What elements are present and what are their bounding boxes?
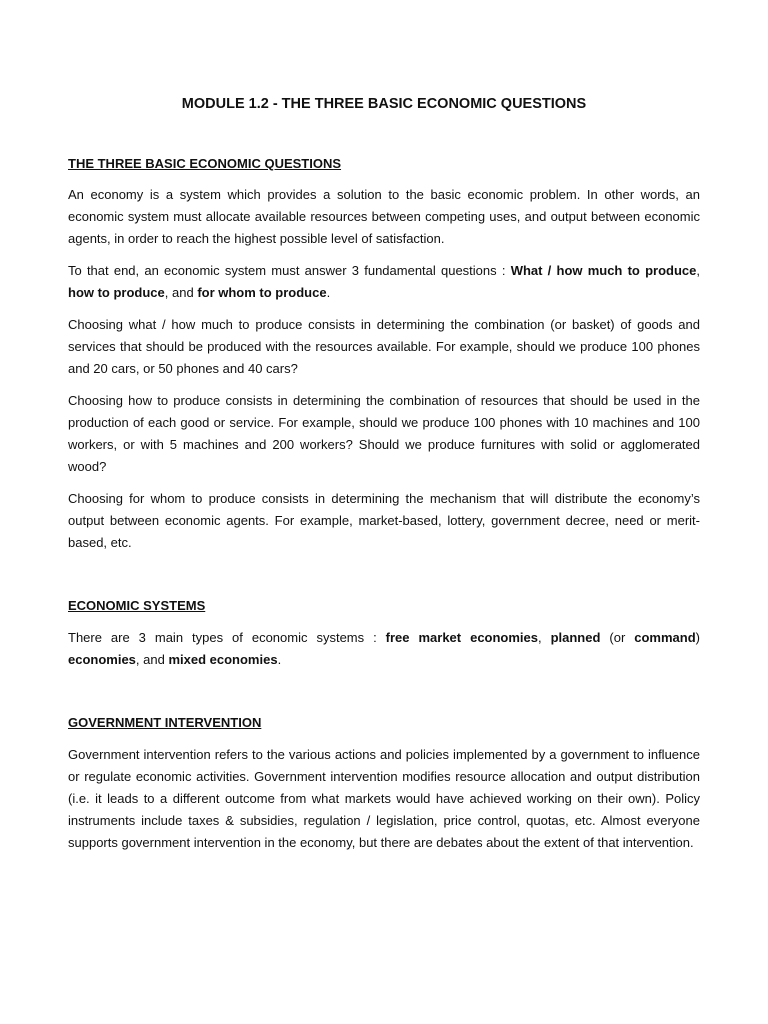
- text-run: , and: [164, 285, 198, 300]
- section-heading-basic-questions: THE THREE BASIC ECONOMIC QUESTIONS: [68, 156, 342, 171]
- paragraph-fundamental-questions: [68, 260, 700, 304]
- text-run: To that end, an economic system must answer 3 fundamental questions :: [68, 263, 511, 278]
- text-run: .: [326, 285, 331, 300]
- bold-for-whom-to-produce: for whom to produce: [197, 285, 327, 300]
- bold-free-market-economies: free market economies: [385, 630, 538, 645]
- bold-planned: planned: [550, 630, 601, 645]
- section-heading-government-intervention: GOVERNMENT INTERVENTION: [68, 715, 262, 730]
- document-title: MODULE 1.2 - THE THREE BASIC ECONOMIC QUESTIONS: [181, 96, 587, 112]
- text-run: There are 3 main types of economic systems :: [68, 630, 386, 645]
- paragraph-economy-definition: An economy is a system which provides a solution to the basic economic problem. In other words, an economic system must allocate available resources between competing uses, and output between economic agents, in order to reach the highest possible level of satisfaction.: [68, 187, 700, 246]
- section-heading-economic-systems: ECONOMIC SYSTEMS: [68, 598, 206, 613]
- text-run: ,: [538, 630, 551, 645]
- bold-what-to-produce: What / how much to produce: [510, 263, 697, 278]
- paragraph-for-whom-to-produce: Choosing for whom to produce consists in determining the mechanism that will distribute the economy’s output between economic agents. For example, market-based, lottery, government decree, need or merit-based, etc.: [68, 491, 700, 550]
- paragraph-what-to-produce: Choosing what / how much to produce consists in determining the combination (or basket) of goods and services that should be produced with the resources available. For example, should we produce 100 phones and 20 cars, or 50 phones and 40 cars?: [68, 317, 700, 376]
- text-run: .: [277, 652, 282, 667]
- paragraph-economic-systems: [68, 627, 700, 671]
- paragraph-how-to-produce: Choosing how to produce consists in determining the combination of resources that should be used in the production of each good or service. For example, should we produce 100 phones with 10 machines and 100 workers, or with 5 machines and 200 workers? Should we produce furnitures with solid or agglomerated wood?: [68, 393, 700, 474]
- bold-command: command: [634, 630, 696, 645]
- bold-mixed-economies: mixed economies: [168, 652, 278, 667]
- text-run: ): [695, 630, 700, 645]
- text-run: (or: [600, 630, 635, 645]
- bold-how-to-produce: how to produce: [68, 285, 165, 300]
- text-run: , and: [135, 652, 169, 667]
- paragraph-government-intervention: Government intervention refers to the various actions and policies implemented by a government to influence or regulate economic activities. Government intervention modifies resource allocation and output distribution (i.e. it leads to a different outcome from what markets would have achieved working on their own). Policy instruments include taxes & subsidies, regulation / legislation, price control, quotas, etc. Almost everyone supports government intervention in the economy, but there are debates about the extent of that intervention.: [68, 747, 700, 850]
- text-run: ,: [696, 263, 700, 278]
- bold-economies: economies: [68, 652, 136, 667]
